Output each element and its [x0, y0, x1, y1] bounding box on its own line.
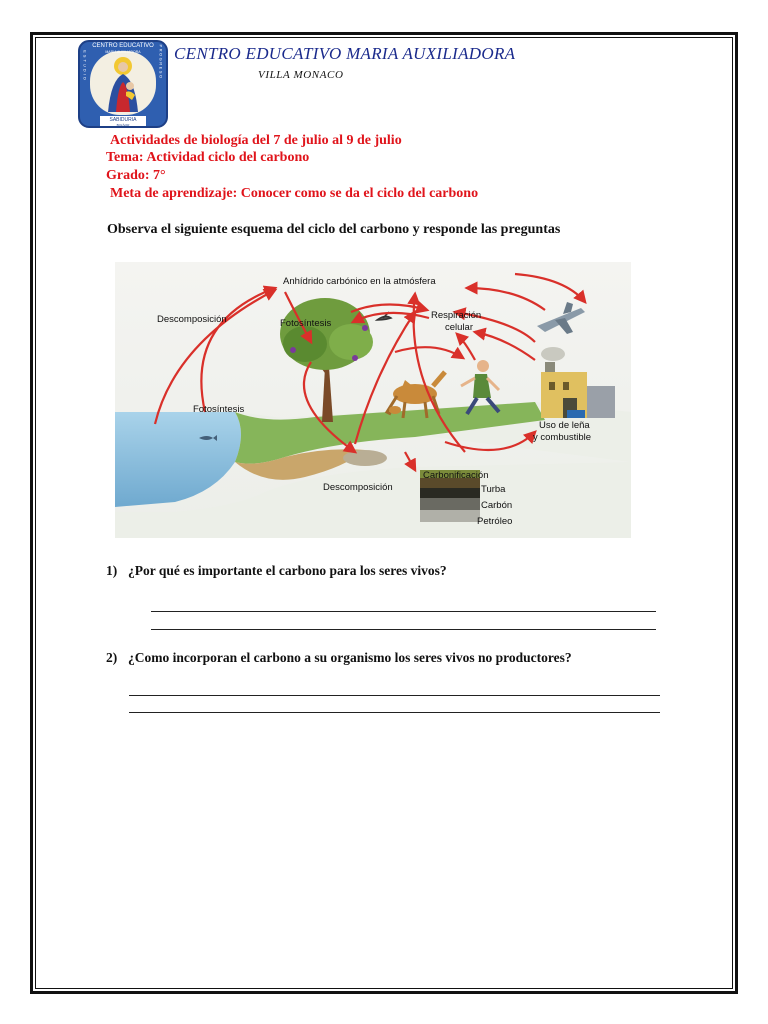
label-coal: Carbón [481, 500, 513, 511]
label-decomposition-top: Descomposición [157, 314, 227, 325]
logo-left-text: ESTUDIO [82, 50, 88, 82]
instruction-text: Observa el siguiente esquema del ciclo del carbono y responde las preguntas [107, 222, 561, 237]
question-1 [106, 563, 447, 579]
answer-line-2a[interactable] [129, 695, 660, 696]
label-photosynthesis-tree: Fotosíntesis [280, 318, 332, 329]
label-oil: Petróleo [477, 516, 513, 527]
label-fuel-1: Uso de leña [539, 420, 590, 431]
question-2 [106, 650, 572, 666]
answer-line-1a[interactable] [151, 611, 656, 612]
label-decomposition-bottom: Descomposición [323, 482, 393, 493]
school-name: CENTRO EDUCATIVO MARIA AUXILIADORA [174, 44, 516, 63]
logo-sub-text: MARIA AUXILIADORA [105, 50, 141, 54]
school-location: VILLA MONACO [258, 69, 344, 81]
answer-line-1b[interactable] [151, 629, 656, 630]
question-2-text: ¿Como incorporan el carbono a su organismo los seres vivos no productores? [128, 650, 572, 665]
logo-bottom-sub: BOLÍVAR [116, 123, 130, 127]
label-fuel-2: y combustible [533, 432, 592, 443]
decomposing-matter [343, 450, 387, 466]
logo-bottom-text: SABIDURIA [109, 117, 137, 123]
learning-goal-line: Meta de aprendizaje: Conocer como se da el ciclo del carbono [110, 186, 479, 201]
logo-right-text: PROGRESO [158, 44, 164, 80]
grade-line: Grado: 7° [106, 168, 166, 183]
carbon-cycle-diagram [115, 262, 631, 538]
label-atmosphere: Anhídrido carbónico en la atmósfera [283, 276, 436, 287]
answer-line-2b[interactable] [129, 712, 660, 713]
label-photosynthesis-water: Fotosíntesis [193, 404, 245, 415]
question-1-text: ¿Por qué es importante el carbono para los seres vivos? [128, 563, 447, 578]
activities-title: Actividades de biología del 7 de julio al 9 de julio [110, 133, 402, 148]
question-1-number: 1) [106, 563, 118, 578]
question-2-number: 2) [106, 650, 118, 665]
label-respiration-2: celular [445, 322, 473, 333]
logo-top-text: CENTRO EDUCATIVO [92, 43, 154, 49]
label-carbonification: Carbonificación [423, 470, 489, 481]
label-peat: Turba [481, 484, 506, 495]
label-respiration-1: Respiración [431, 310, 482, 321]
topic-line: Tema: Actividad ciclo del carbono [106, 150, 310, 165]
school-logo [78, 40, 168, 128]
